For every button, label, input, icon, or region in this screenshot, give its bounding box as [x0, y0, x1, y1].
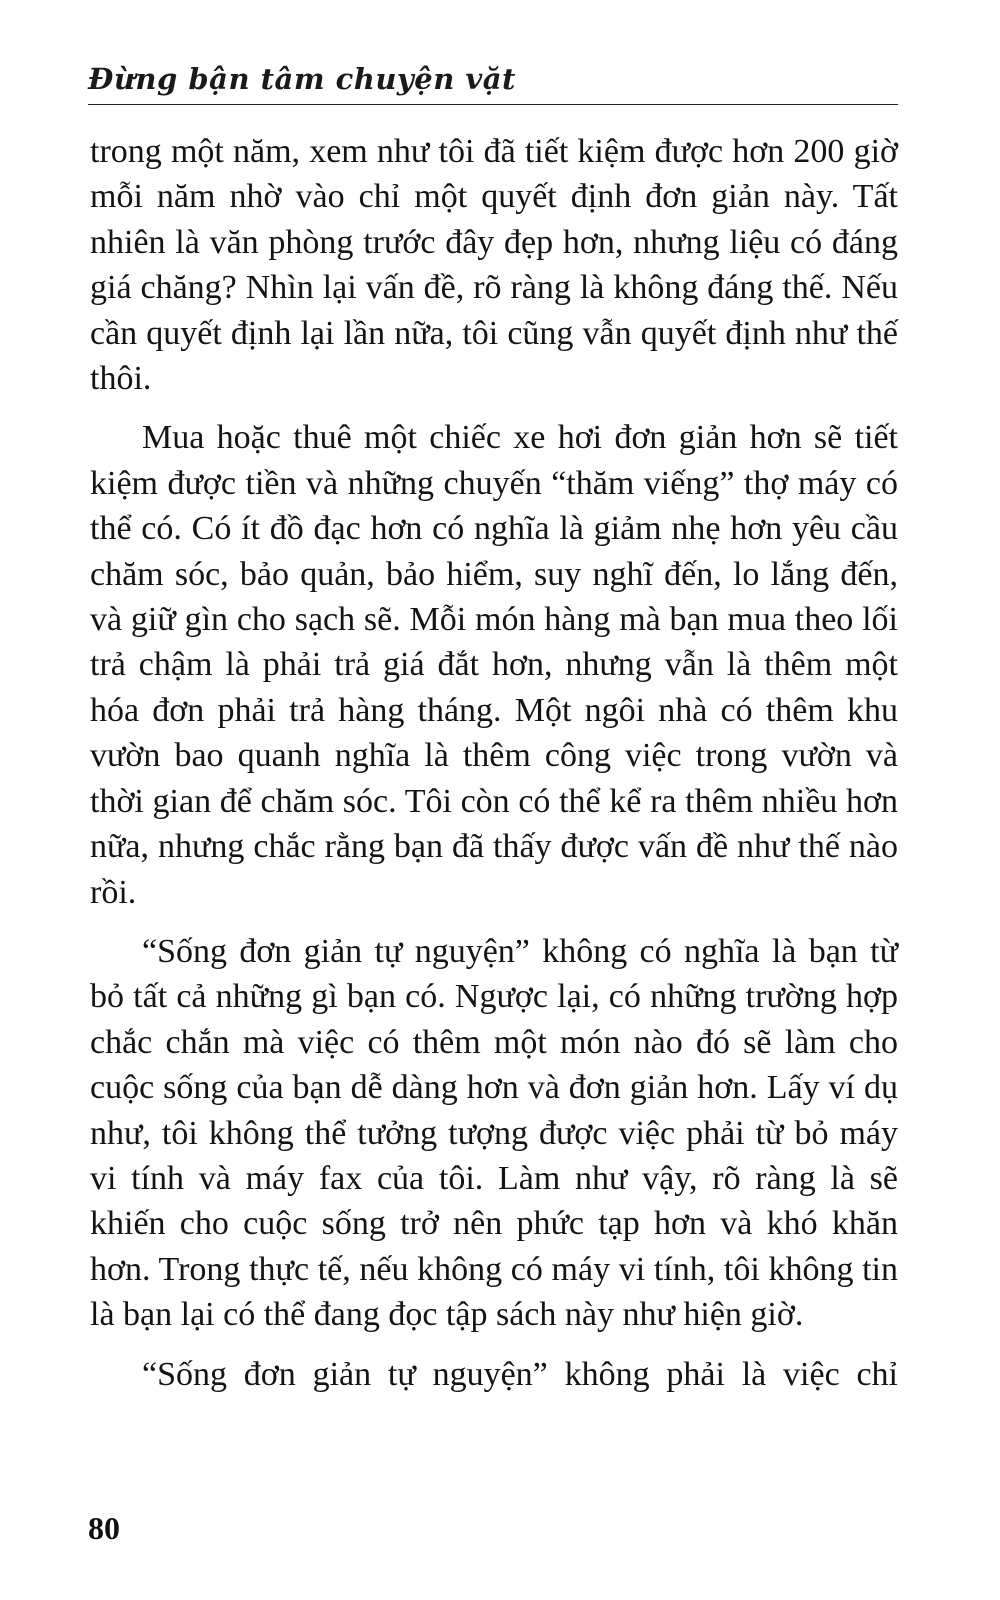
paragraph: “Sống đơn giản tự nguyện” không có nghĩa là bạn từ bỏ tất cả những gì bạn có. Ngược lại, có những trường hợp chắc chắn mà việc có thêm một món nào đó sẽ làm cho cuộc sống của bạn dễ dàng hơn và đơn giản hơn. Lấy ví dụ như, tôi không thể tưởng tượng được việc phải từ bỏ máy vi tính và máy fax của tôi. Làm như vậy, rõ ràng là sẽ khiến cho cuộc sống trở nên phức tạp hơn và khó khăn hơn. Trong thực tế, nếu không có máy vi tính, tôi không tin là bạn lại có thể đang đọc tập sách này như hiện giờ. — [90, 932, 898, 1334]
running-header — [88, 52, 898, 105]
running-title: Đừng bận tâm chuyện vặt — [88, 62, 516, 96]
paragraph: trong một năm, xem như tôi đã tiết kiệm được hơn 200 giờ mỗi năm nhờ vào chỉ một quyết định đơn giản này. Tất nhiên là văn phòng trước đây đẹp hơn, nhưng liệu có đáng giá chăng? Nhìn lại vấn đề, rõ ràng là không đáng thế. Nếu cần quyết định lại lần nữa, tôi cũng vẫn quyết định như thế thôi. — [90, 133, 898, 398]
body-text — [90, 129, 898, 1411]
paragraph: Mua hoặc thuê một chiếc xe hơi đơn giản hơn sẽ tiết kiệm được tiền và những chuyến “thăm viếng” thợ máy có thể có. Có ít đồ đạc hơn có nghĩa là giảm nhẹ hơn yêu cầu chăm sóc, bảo quản, bảo hiểm, suy nghĩ đến, lo lắng đến, và giữ gìn cho sạch sẽ. Mỗi món hàng mà bạn mua theo lối trả chậm là phải trả giá đắt hơn, nhưng vẫn là thêm một hóa đơn phải trả hàng tháng. Một ngôi nhà có thêm khu vườn bao quanh nghĩa là thêm công việc trong vườn và thời gian để chăm sóc. Tôi còn có thể kể ra thêm nhiều hơn nữa, nhưng chắc rằng bạn đã thấy được vấn đề như thế nào rồi. — [90, 419, 898, 911]
paragraph: “Sống đơn giản tự nguyện” không phải là việc chỉ — [142, 1355, 898, 1393]
page-number: 80 — [88, 1510, 120, 1546]
